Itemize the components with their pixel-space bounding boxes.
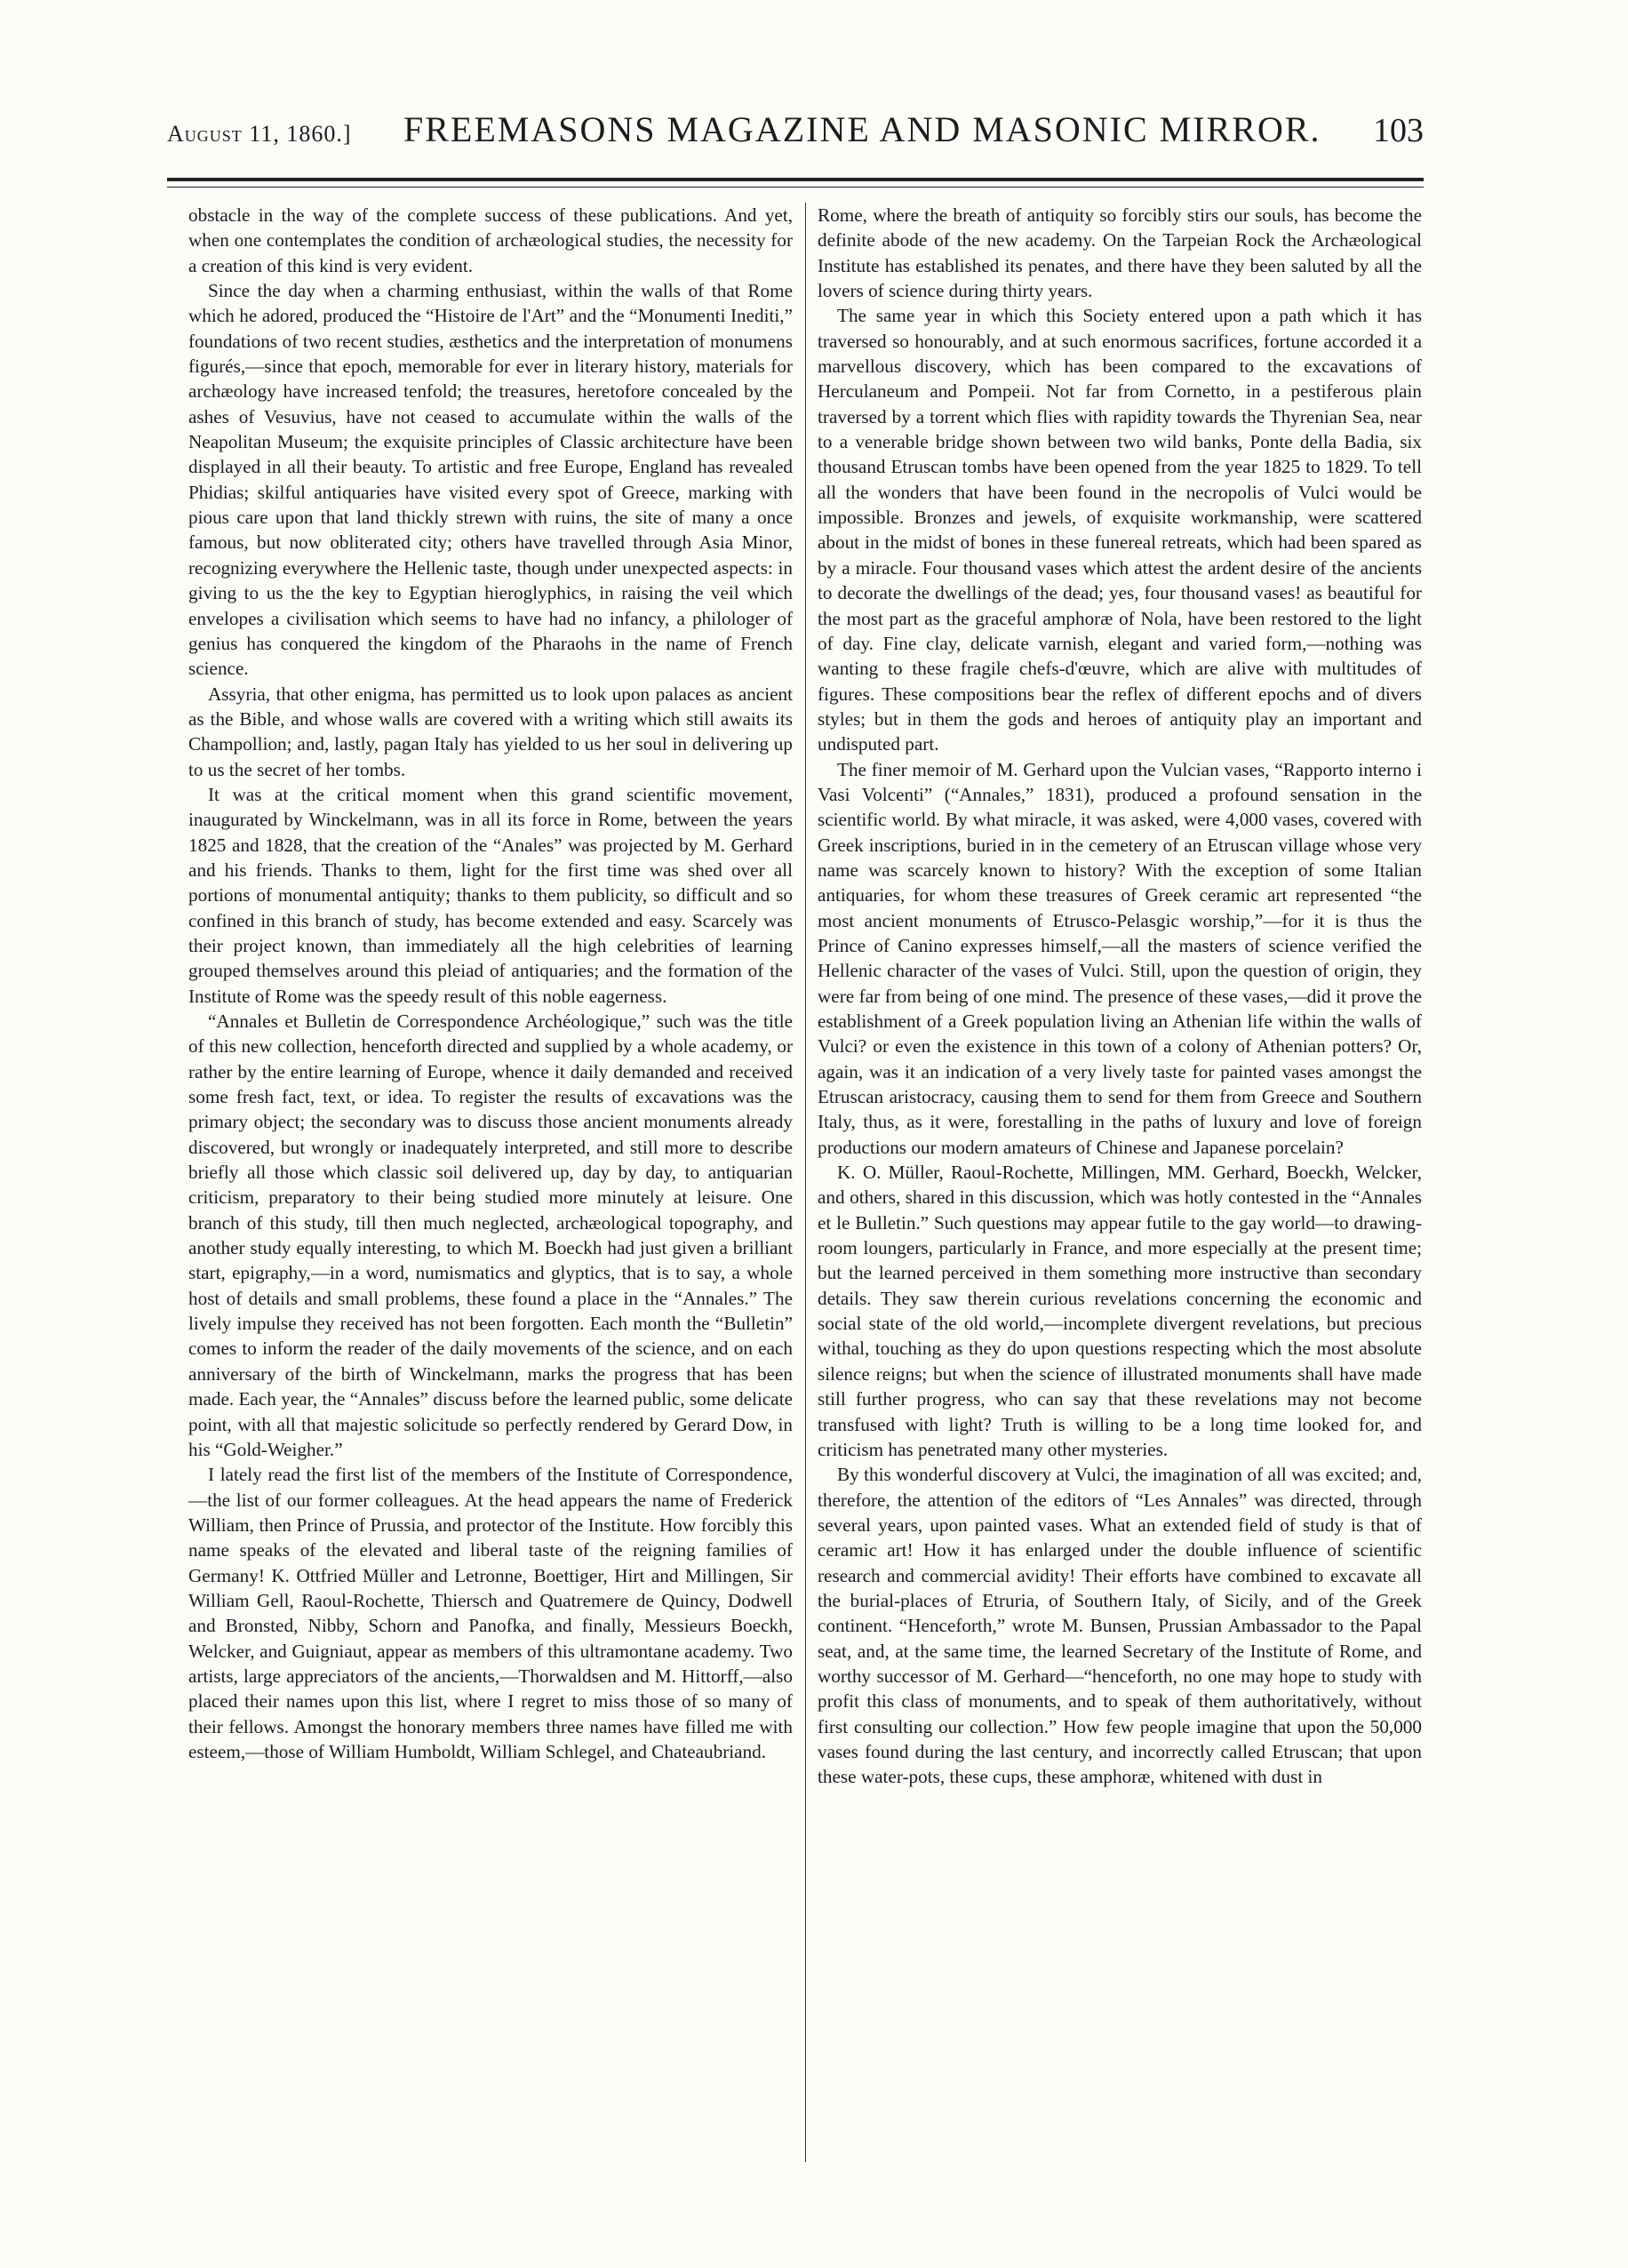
right-column	[818, 203, 1422, 2162]
paragraph: The same year in which this Society entered upon a path which it has traversed so honourably, and at such enormous sacrifices, fortune accorded it a marvellous discovery, which has been compared to the excavations of Herculaneum and Pompeii. Not far from Cornetto, in a pestiferous plain traversed by a torrent which flies with rapidity towards the Thyrenian Sea, near to a venerable bridge shown between two wild banks, Ponte della Badia, six thousand Etruscan tombs have been opened from the year 1825 to 1829. To tell all the wonders that have been found in the necropolis of Vulci would be impossible. Bronzes and jewels, of exquisite workmanship, were scattered about in the midst of bones in these funereal retreats, which had been spared as by a miracle. Four thousand vases which attest the ardent desire of the ancients to decorate the dwellings of the dead; yes, four thousand vases! as beautiful for the most part as the graceful amphoræ of Nola, have been restored to the light of day. Fine clay, delicate varnish, elegant and varied form,—nothing was wanting to these fragile chefs-d'œuvre, which are alive with multitudes of figures. These compositions bear the reflex of different epochs and of divers styles; but in them the gods and heroes of antiquity play an important and undisputed part.	[818, 305, 1422, 755]
masthead	[167, 108, 1424, 162]
left-column	[188, 203, 793, 2162]
page-number: 103	[1372, 112, 1424, 149]
column-divider	[805, 203, 806, 2162]
paragraph: Assyria, that other enigma, has permitted us to look upon palaces as ancient as the Bible, and whose walls are covered with a writing which still awaits its Champollion; and, lastly, pagan Italy has yielded to us her soul in delivering up to us the secret of her tombs.	[188, 683, 793, 780]
publication-title: FREEMASONS MAGAZINE AND MASONIC MIRROR.	[403, 109, 1321, 149]
paragraph: Since the day when a charming enthusiast, within the walls of that Rome which he adored, produced the “Histoire de l'Art” and the “Monumenti Inediti,” foundations of two recent studies, æsthetics and the interpretation of monumens figurés,—since that epoch, memorable for ever in literary history, materials for archæology have increased tenfold; the treasures, heretofore concealed by the ashes of Vesuvius, have not ceased to accumulate within the walls of the Neapolitan Museum; the exquisite principles of Classic architecture have been displayed in all their beauty. To artistic and free Europe, England has revealed Phidias; skilful antiquaries have visited every spot of Greece, marking with pious care upon that land thickly strewn with ruins, the site of many a once famous, but now obliterated city; others have travelled through Asia Minor, recognizing everywhere the Hellenic taste, though under unexpected aspects: in giving to us the the key to Egyptian hieroglyphics, in raising the veil which envelopes a civilisation which seems to have had no infancy, a philologer of genius has conquered the kingdom of the Pharaohs in the name of French science.	[188, 280, 793, 680]
paragraph: I lately read the first list of the members of the Institute of Correspondence,—the list of our former colleagues. At the head appears the name of Frederick William, then Prince of Prussia, and protector of the Institute. How forcibly this name speaks of the elevated and liberal taste of the reigning families of Germany! K. Ottfried Müller and Letronne, Boettiger, Hirt and Millingen, Sir William Gell, Raoul-Rochette, Thiersch and Quatremere de Quincy, Dodwell and Bronsted, Nibby, Schorn and Panofka, and finally, Messieurs Boeckh, Welcker, and Guigniaut, appear as members of this ultramontane academy. Two artists, large appreciators of the ancients,—Thorwaldsen and M. Hittorff,—also placed their names upon this list, where I regret to miss those of so many of their fellows. Amongst the honorary members three names have filled me with esteem,—those of William Humboldt, William Schlegel, and Chateaubriand.	[188, 1464, 793, 1762]
paragraph: “Annales et Bulletin de Correspondence Archéologique,” such was the title of this new collection, henceforth directed and supplied by a whole academy, or rather by the entire learning of Europe, whence it daily demanded and received some fresh fact, text, or idea. To register the results of excavations was the primary object; the secondary was to discuss those ancient monuments already discovered, but wrongly or inadequately interpreted, and still more to describe briefly all those which classic soil delivered up, day by day, to antiquarian criticism, preparatory to their being studied more minutely at leisure. One branch of this study, till then much neglected, archæological topography, and another study equally interesting, to which M. Boeckh had just given a brilliant start, epigraphy,—in a word, numismatics and glyptics, that is to say, a whole host of details and small problems, these found a place in the “Annales.” The lively impulse they received has not been forgotten. Each month the “Bulletin” comes to inform the reader of the daily movements of the science, and on each anniversary of the birth of Winckelmann, marks the progress that has been made. Each year, the “Annales” discuss before the learned public, some delicate point, with all that majestic solicitude so perfectly rendered by Gerard Dow, in his “Gold-Weigher.”	[188, 1010, 793, 1460]
paragraph: It was at the critical moment when this grand scientific movement, inaugurated by Winckelmann, was in all its force in Rome, between the years 1825 and 1828, that the creation of the “Anales” was projected by M. Gerhard and his friends. Thanks to them, light for the first time was shed over all portions of monumental antiquity; thanks to them publicity, so difficult and so confined in this branch of study, has become extended and easy. Scarcely was their project known, than immediately all the high celebrities of learning grouped themselves around this pleiad of antiquaries; and the formation of the Institute of Rome was the speedy result of this noble eagerness.	[188, 783, 793, 1007]
paragraph: obstacle in the way of the complete success of these publications. And yet, when one contemplates the condition of archæological studies, the necessity for a creation of this kind is very evident.	[188, 204, 793, 276]
header-rule-thin	[167, 187, 1424, 188]
paragraph: By this wonderful discovery at Vulci, the imagination of all was excited; and, therefore, the attention of the editors of “Les Annales” was directed, through several years, upon painted vases. What an extended field of study is that of ceramic art! How it has enlarged under the double influence of scientific research and commercial avidity! Their efforts have combined to excavate all the burial-places of Etruria, of Southern Italy, of Sicily, and of the Greek continent. “Henceforth,” wrote M. Bunsen, Prussian Ambassador to the Papal seat, and, at the same time, the learned Secretary of the Institute of Rome, and worthy successor of M. Gerhard—“henceforth, no one may hope to study with profit this class of monuments, and to speak of them authoritatively, without first consulting our collection.” How few people imagine that upon the 50,000 vases found during the last century, and incorrectly called Etruscan; that upon these water-pots, these cups, these amphoræ, whitened with dust in	[818, 1464, 1422, 1788]
header-rule-thick	[167, 178, 1424, 181]
paragraph: Rome, where the breath of antiquity so forcibly stirs our souls, has become the definite abode of the new academy. On the Tarpeian Rock the Archæological Institute has established its penates, and there have they been saluted by all the lovers of science during thirty years.	[818, 204, 1422, 302]
paragraph: K. O. Müller, Raoul-Rochette, Millingen, MM. Gerhard, Boeckh, Welcker, and others, shared in this discussion, which was hotly contested in the “Annales et le Bulletin.” Such questions may appear futile to the gay world—to drawing-room loungers, particularly in France, and more especially at the present time; but the learned perceived in them something more instructive than secondary details. They saw therein curious revelations concerning the economic and social state of the old world,—incomplete divergent revelations, but precious withal, touching as they do upon questions respecting which the most absolute silence reigns; but when the science of illustrated monuments shall have made still further progress, who can say that these revelations may not become transfused with light? Truth is willing to be a long time looked for, and criticism has penetrated many other mysteries.	[818, 1162, 1422, 1460]
issue-date: August 11, 1860.]	[167, 121, 352, 147]
paragraph: The finer memoir of M. Gerhard upon the Vulcian vases, “Rapporto interno i Vasi Volcenti” (“Annales,” 1831), produced a profound sensation in the scientific world. By what miracle, it was asked, were 4,000 vases, covered with Greek inscriptions, buried in in the cemetery of an Etruscan village whose very name was scarcely known to history? With the exception of some Italian antiquaries, for whom these treasures of Greek ceramic art represented “the most ancient monuments of Etrusco-Pelasgic worship,”—for it is thus the Prince of Canino expresses himself,—all the masters of science verified the Hellenic character of the vases of Vulci. Still, upon the question of origin, they were far from being of one mind. The presence of these vases,—did it prove the establishment of a Greek population living an Athenian life within the walls of Vulci? or even the existence in this town of a colony of Athenian potters? Or, again, was it an indication of a very lively taste for painted vases amongst the Etruscan aristocracy, causing them to send for them from Greece and Southern Italy, thus, as it were, forestalling in the paths of luxury and love of foreign productions our modern amateurs of Chinese and Japanese porcelain?	[818, 758, 1422, 1158]
